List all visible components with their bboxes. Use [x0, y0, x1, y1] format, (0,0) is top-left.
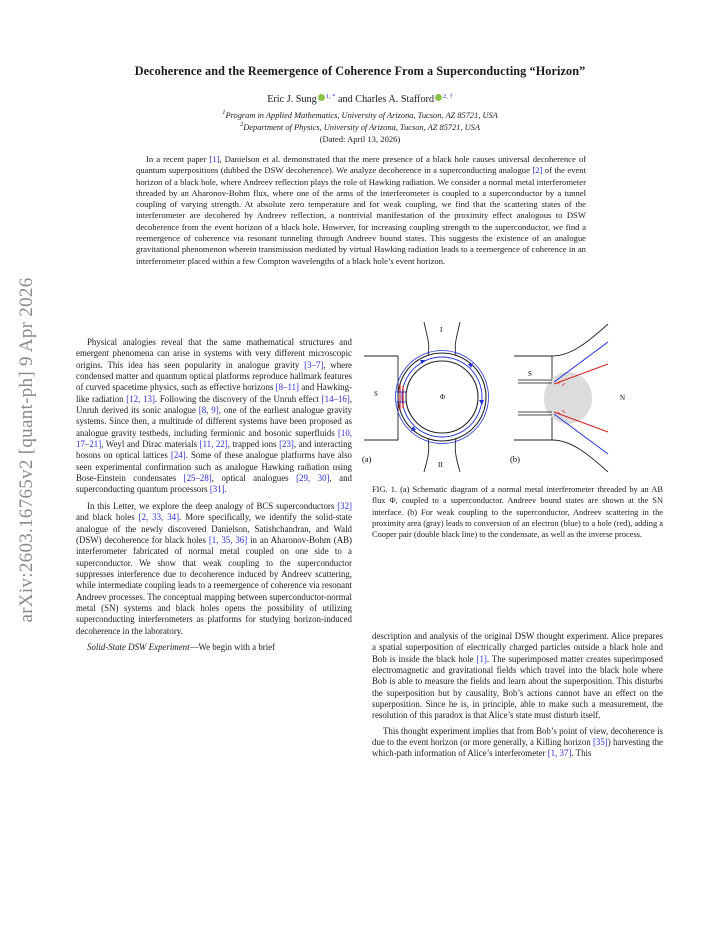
- abstract-text: of the event horizon of a black hole, where Andreev reflection plays the role of Hawking radiation. We consider a normal metal interferometer threaded by an Aharonov-Bohm flux, where one of the arms of the interferometer is coupled to a superconductor by a tunnel coupling of varying strength. At absolute zero temperature and for weak coupling, we find that the scattering states of the interferometer are decohered by Andreev reflection, a nontrivial manifestation of the proximity effect analogous to DSW decoherence from the event horizon of a black hole. However, for increasing coupling strength to the superconductor, we find a reemergence of coherence via resonant tunneling through Andreev bound states. This suggests the existence of an analogue gravitational phenomenon wherein transmission mediated by virtual Hawking radiation leads to a reemergence of coherence in an interferometer placed within a few Compton wavelengths of a black hole’s event horizon.: [136, 165, 586, 266]
- citation-link[interactable]: [29, 30]: [296, 473, 330, 484]
- left-column: [76, 337, 352, 653]
- orcid-icon[interactable]: [318, 94, 325, 101]
- panel-a-schematic: [362, 322, 489, 472]
- citation-link[interactable]: [1]: [476, 653, 487, 664]
- figure-caption: FIG. 1. (a) Schematic diagram of a normal metal interferometer threaded by an AB flux Φ, coupled to a superconductor. Andreev bound states are shown at the SN interface. (b) For weak coupling to the superconductor, Andreev scattering in the proximity area (gray) leads to conversion of an electron (blue) to a hole (red), adding a Cooper pair (double black line) to the condensate, as well as the inverse process.: [372, 485, 663, 540]
- right-column: [372, 631, 663, 760]
- cooper-pair-line: [518, 380, 552, 383]
- dated-line: (Dated: April 13, 2026): [319, 134, 401, 144]
- citation-link[interactable]: [31]: [209, 484, 225, 495]
- citation-link[interactable]: [24]: [170, 450, 186, 461]
- lead-I-left: [424, 322, 429, 356]
- citation-link[interactable]: [3–7]: [304, 359, 324, 370]
- citation-link[interactable]: [35]: [592, 737, 608, 748]
- lead-II-left: [424, 438, 429, 472]
- affiliation-2-text: Department of Physics, University of Arizona, Tucson, AZ 85721, USA: [243, 123, 480, 132]
- electron-trajectory: [554, 414, 608, 454]
- cooper-pair-line: [518, 412, 552, 415]
- section-heading: Solid-State DSW Experiment: [87, 641, 190, 652]
- citation-link[interactable]: [2]: [532, 165, 543, 176]
- citation-link[interactable]: [14–16]: [321, 393, 350, 404]
- panel-b-schematic: [510, 324, 625, 472]
- paragraph: Physical analogies reveal that the same mathematical structures and emergent phenomena can arise in systems with very different microscopic origins. This idea has seen popularity in analogue gravity [3–7], where condensed matter and quantum optical platforms reproduce hallmark features of curved spacetime physics, such as effective horizons [8–11] and Hawking-like radiation [12, 13]. Following the discovery of the Unruh effect [14–16], Unruh derived its sonic analogue [8, 9], one of the earliest analogue gravity systems. Since then, a multitude of different systems have been proposed as analogue gravity testbeds, including fermionic and bosonic superfluids [10, 17–21], Weyl and Dirac materials [11, 22], trapped ions [23], and interacting bosons on optical lattices [24]. Some of these analogue platforms have also seen experimental confirmation such as analogue Hawking radiation using Bose-Einstein condensates [25–28], optical analogues [29, 30], and superconducting quantum processors [31].: [76, 337, 352, 495]
- author-line: [0, 93, 720, 105]
- citation-link[interactable]: [1, 35, 36]: [208, 534, 248, 545]
- affiliation-2-mark: 2: [240, 121, 244, 128]
- paragraph: This thought experiment implies that from Bob’s point of view, decoherence is due to the event horizon (or more generally, a Killing horizon [35]) harvesting the which-path information of Alice’s interferometer [1, 37]. This: [372, 725, 663, 759]
- citation-link[interactable]: [1]: [209, 154, 220, 164]
- abstract-text: In a recent paper: [146, 154, 210, 164]
- citation-link[interactable]: [1, 37]: [547, 748, 572, 759]
- arxiv-stamp: [11, 250, 43, 650]
- citation-link[interactable]: [10, 17–21]: [76, 427, 352, 450]
- affiliation-1: [0, 109, 720, 120]
- orcid-icon[interactable]: [435, 94, 442, 101]
- citation-link[interactable]: [12, 13]: [126, 393, 155, 404]
- citation-link[interactable]: [8, 9]: [198, 405, 219, 416]
- citation-link[interactable]: [23]: [279, 439, 294, 450]
- paragraph: description and analysis of the original DSW thought experiment. Alice prepares a spatial superposition of electrically charged particles outside a black hole and Bob is inside the black hole [1]. The superimposed matter creates superimposed electromagnetic and gravitational fields which travel into the black hole where Bob is able to measure the fields and learn about the superposition. This disturbs the superposition but by causality, Bob’s actions cannot have an effect on the superposition. Since he is, in principle, able to make such a measurement, the resolution of this paradox is that Alice’s state must disturb itself.: [372, 631, 663, 721]
- electron-trajectory: [554, 342, 608, 382]
- paper-title: Decoherence and the Reemergence of Coherence From a Superconducting “Horizon”: [134, 64, 586, 78]
- normal-lead-bottom: [552, 440, 608, 472]
- citation-link[interactable]: [11, 22]: [199, 439, 228, 450]
- normal-lead-top: [552, 324, 608, 356]
- author-2-marks[interactable]: 2, †: [443, 93, 453, 100]
- author-1-marks[interactable]: 1, *: [325, 93, 336, 100]
- paragraph: In this Letter, we explore the deep analogy of BCS superconductors [32] and black holes [2, 33, 34]. More specifically, we identify the solid-state analogue of the newly discovered Danielson, Satishchandran, and Wald (DSW) decoherence for black holes [1, 35, 36] in an Aharonov-Bohm (AB) interferometer fabricated of normal metal coupled on one side to a superconductor. We show that weak coupling to the superconductor suppresses interference due to decoherence induced by Andreev scattering, while intermediate coupling leads to a reemergence of coherence via resonant Andreev processes. The conceptual mapping between superconductor-normal metal (SN) systems and black holes opens the possibility of utilizing superconducting interferometers as platforms for studying horizon-induced decoherence in the laboratory.: [76, 500, 352, 636]
- affiliation-1-mark: 1: [222, 109, 226, 116]
- abstract-text: , Danielson et al. demonstrated that the mere presence of a black hole causes universal decoherence of quantum superpositions (dubbed the DSW decoherence). We analyze decoherence in a superconducting analogue: [136, 154, 587, 176]
- panel-a-label: (a): [362, 454, 372, 464]
- panel-b-label: (b): [510, 454, 520, 464]
- arxiv-id[interactable]: arXiv:2603.16765v2 [quant-ph] 9 Apr 2026: [16, 277, 37, 623]
- paragraph: Solid-State DSW Experiment—We begin with a brief: [87, 641, 276, 652]
- author-and: and: [338, 94, 353, 105]
- citation-link[interactable]: [32]: [337, 500, 352, 511]
- label-I: I: [440, 326, 443, 334]
- label-II: II: [438, 461, 443, 469]
- author-2: Charles A. Stafford: [355, 94, 435, 105]
- author-1: Eric J. Sung: [267, 94, 317, 105]
- figure-1: [358, 322, 678, 472]
- label-S-b: S: [528, 370, 532, 378]
- label-phi: Φ: [440, 393, 446, 401]
- affiliation-1-text: Program in Applied Mathematics, University of Arizona, Tucson, AZ 85721, USA: [225, 111, 498, 120]
- label-N: N: [620, 394, 626, 402]
- affiliation-2: [0, 121, 720, 132]
- citation-link[interactable]: [25–28]: [183, 473, 212, 484]
- citation-link[interactable]: [8–11]: [275, 382, 300, 393]
- citation-link[interactable]: [2, 33, 34]: [138, 512, 180, 523]
- superconductor-lead-a: [364, 356, 398, 440]
- lead-II-right: [455, 438, 460, 472]
- label-S-a: S: [374, 390, 378, 398]
- abstract: [136, 154, 586, 267]
- lead-I-right: [455, 322, 460, 356]
